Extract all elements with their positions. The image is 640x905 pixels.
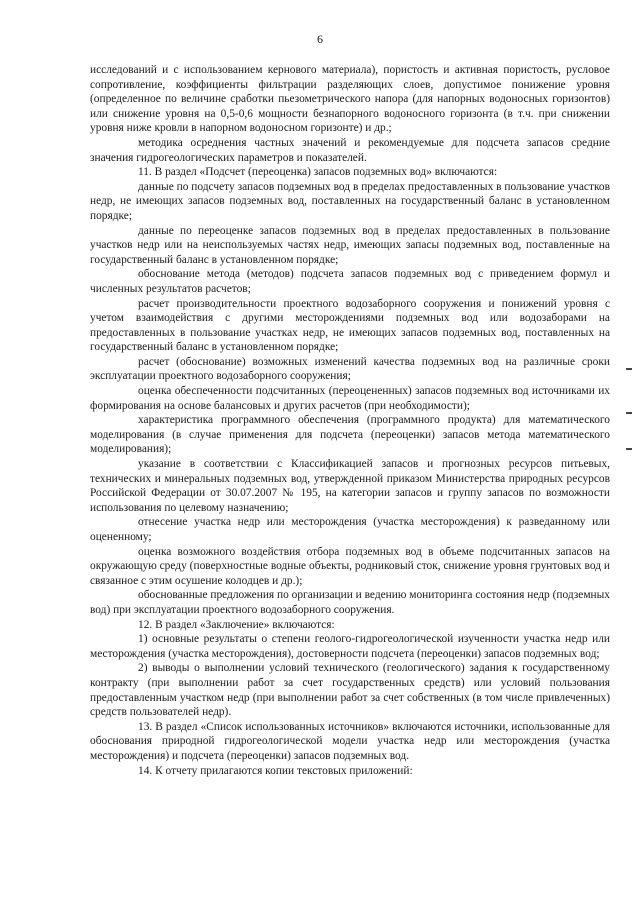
paragraph: обоснование метода (методов) подсчета запасов подземных вод с приведением формул и численных результатов расчетов;	[90, 268, 610, 295]
paragraph: 12. В раздел «Заключение» включаются:	[138, 618, 335, 631]
document-body	[90, 63, 610, 778]
paragraph: оценка возможного воздействия отбора подземных вод в объеме подсчитанных запасов на окружающую среду (поверхностные водные объекты, родниковый сток, снижение уровня грунтовых вод и связанное с этим осушение колодцев и др.);	[90, 545, 610, 587]
paragraph: 2) выводы о выполнении условий технического (геологического) задания к государственному контракту (при выполнении работ за счет государственных средств) или условий пользования предоставленным участком недр (при выполнении работ за счет собственных (в том числе привлеченных) средств пользователей недр).	[90, 662, 610, 719]
paragraph: отнесение участка недр или месторождения (участка месторождения) к разведанному или оцененному;	[90, 516, 610, 543]
paragraph: методика осреднения частных значений и рекомендуемые для подсчета запасов средние значения гидрогеологических параметров и показателей.	[90, 136, 610, 164]
paragraph: 14. К отчету прилагаются копии текстовых приложений:	[138, 764, 413, 777]
margin-mark	[626, 412, 632, 414]
paragraph: расчет (обоснование) возможных изменений качества подземных вод на различные сроки эксплуатации проектного водозаборного сооружения;	[90, 355, 610, 383]
paragraph: 1) основные результаты о степени геолого-гидрогеологической изученности участка недр или месторождения (участка месторождения), достоверности подсчета (переоценки) запасов подземных вод;	[90, 633, 610, 660]
paragraph: расчет производительности проектного водозаборного сооружения и понижений уровня с учетом взаимодействия с другими месторождениями подземных вод или водозаборами на предоставленных в пользование участках недр, не имеющих запасов подземных вод, поставленных на государственный баланс в установленном порядке;	[90, 297, 610, 354]
paragraph: 11. В раздел «Подсчет (переоценка) запасов подземных вод» включаются:	[138, 166, 498, 179]
paragraph: обоснованные предложения по организации и ведению мониторинга состояния недр (подземных вод) при эксплуатации проектного водозаборного сооружения.	[90, 589, 610, 616]
paragraph: данные по переоценке запасов подземных вод в пределах предоставленных в пользование участков недр или на неиспользуемых частях недр, имеющих запасы подземных вод, поставленные на государственный баланс в установленном порядке;	[90, 224, 610, 266]
paragraph: 13. В раздел «Список использованных источников» включаются источники, использованные для обоснования природной гидрогеологической модели участка недр или месторождения (участка месторождения) и подсчета (переоценки) запасов подземных вод.	[90, 720, 610, 762]
margin-mark	[626, 448, 632, 450]
paragraph: исследований и с использованием кернового материала), пористость и активная пористость, русловое сопротивление, коэффициенты фильтрации разделяющих слоев, допустимое понижение уровня (определенное по величине сработки пьезометрического напора (для напорных водоносных горизонтов) или снижение уровня на 0,5-0,6 мощности безнапорного водоносного горизонта (в т.ч. при снижении уровня ниже кровли в напорном водоносном горизонте) и др.;	[90, 64, 610, 135]
paragraph: указание в соответствии с Классификацией запасов и прогнозных ресурсов питьевых, технических и минеральных подземных вод, утвержденной приказом Министерства природных ресурсов Российской Федерации от 30.07.2007 № 195, на категории запасов и группу запасов по возможности использования по целевому назначению;	[90, 458, 610, 514]
margin-mark	[626, 368, 632, 370]
paragraph: характеристика программного обеспечения (программного продукта) для математического моделирования (в случае применения для подсчета (переоценки) запасов метода математического моделирования);	[90, 414, 610, 456]
paragraph: данные по подсчету запасов подземных вод в пределах предоставленных в пользование участков недр, не имеющих запасов подземных вод, поставленных на государственный баланс в установленном порядке;	[90, 180, 610, 222]
paragraph: оценка обеспеченности подсчитанных (переоцененных) запасов подземных вод источниками их формирования на основе балансовых и других расчетов (при необходимости);	[90, 385, 610, 412]
page-number: 6	[317, 32, 323, 46]
